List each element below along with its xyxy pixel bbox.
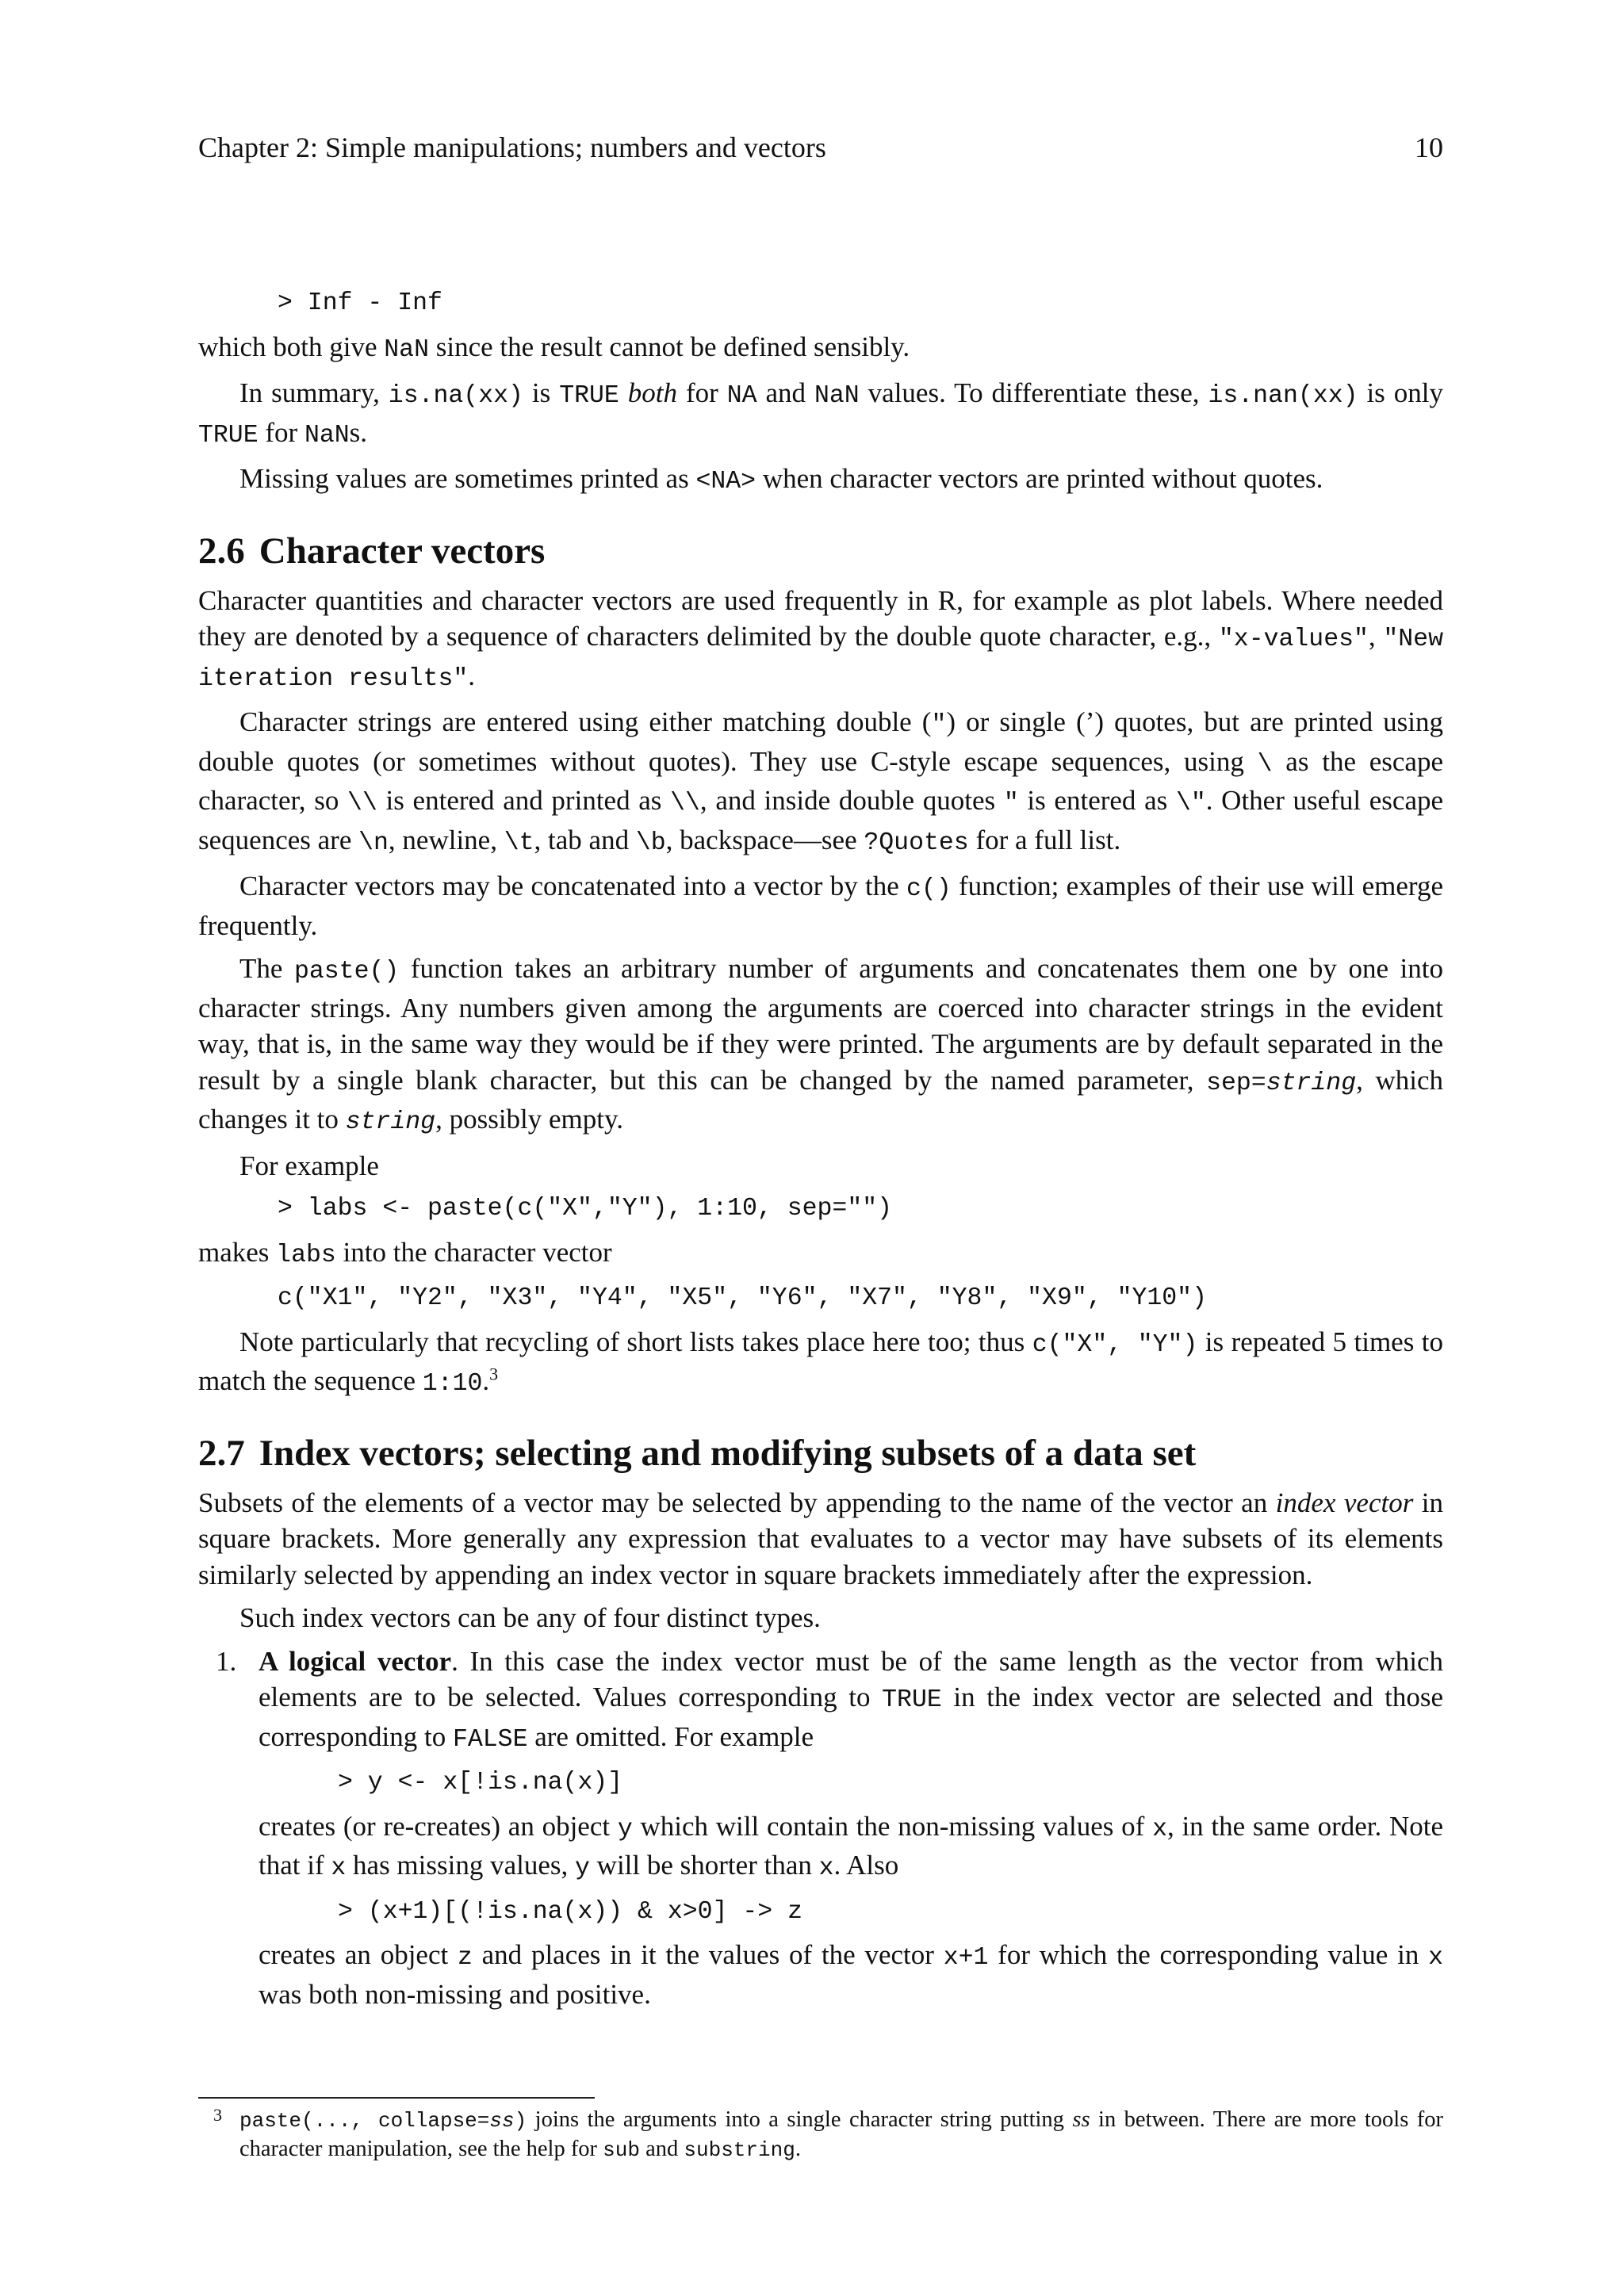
text: , tab and <box>534 824 636 855</box>
inline-code: "New iteration results" <box>198 626 1443 693</box>
text: , backspace—see <box>665 824 864 855</box>
inline-code: c() <box>906 875 952 903</box>
paragraph <box>198 1485 1443 1594</box>
footnote-reference[interactable]: 3 <box>489 1364 499 1384</box>
inline-code: ?Quotes <box>864 828 969 857</box>
inline-code: \t <box>504 828 534 857</box>
inline-code: paste(..., collapse= <box>239 2109 490 2133</box>
paragraph <box>259 1808 1443 1887</box>
text: and places in it the values of the vector <box>472 1939 944 1970</box>
inline-code: NA <box>726 382 757 410</box>
text: is <box>523 377 560 408</box>
list-marker: 1. <box>216 1645 237 1677</box>
text: . Also <box>833 1850 899 1881</box>
text: , possibly empty. <box>435 1104 623 1135</box>
inline-code: z <box>457 1944 473 1972</box>
text: and <box>639 2137 684 2161</box>
text: The <box>239 953 294 984</box>
inline-code: sep= <box>1206 1069 1266 1097</box>
inline-code: \\ <box>670 790 700 817</box>
code-example: > y <- x[!is.na(x)] <box>338 1769 623 1797</box>
inline-code: is.na(xx) <box>388 382 523 410</box>
inline-code: is.nan(xx) <box>1208 382 1358 410</box>
text: , which changes it to <box>198 1064 1443 1135</box>
text: makes <box>198 1236 277 1268</box>
inline-code: " <box>931 711 947 739</box>
footnote-marker: 3 <box>213 2105 222 2125</box>
inline-code: ) <box>514 2109 527 2133</box>
inline-code: TRUE <box>882 1686 942 1714</box>
text: Character strings are entered using either matching double ( <box>239 706 932 737</box>
text: as the escape character, so <box>198 745 1443 816</box>
inline-code: \ <box>1257 750 1273 779</box>
section-heading <box>198 1429 1443 1477</box>
text: in square brackets. More generally any expression that evaluates to a vector may have subsets of its elements similarly selected by appending an index vector in square brackets immediately after the expression. <box>198 1487 1443 1590</box>
emphasis: both <box>627 377 677 408</box>
inline-code: \\ <box>347 790 377 817</box>
inline-code: labs <box>276 1241 336 1269</box>
text: for which the corresponding value in <box>988 1939 1429 1970</box>
inline-code-italic: string <box>345 1108 436 1136</box>
text: , in the same order. Note that if <box>259 1810 1444 1881</box>
text: . In this case the index vector must be of the same length as the vector from which elements are to be selected. Values corresponding to <box>259 1645 1443 1712</box>
document-page <box>198 0 1443 2296</box>
text: function; examples of their use will emerge frequently. <box>198 871 1443 941</box>
text: , newline, <box>388 824 504 855</box>
inline-code: FALSE <box>452 1725 528 1754</box>
emphasis: ss <box>1072 2107 1090 2132</box>
text: is repeated 5 times to match the sequence <box>198 1326 1444 1396</box>
section-title: Index vectors; selecting and modifying subsets of a data set <box>259 1432 1197 1474</box>
inline-code-italic: string <box>1266 1069 1357 1097</box>
inline-code: y <box>617 1815 633 1843</box>
text: Missing values are sometimes printed as <box>239 463 696 494</box>
text: is entered and printed as <box>377 785 671 816</box>
paragraph <box>198 951 1443 1141</box>
text: joins the arguments into a single character string putting <box>527 2107 1073 2132</box>
inline-code: \n <box>358 828 389 857</box>
text: values. To differentiate these, <box>859 377 1208 408</box>
paragraph <box>259 1644 1443 1758</box>
footnote <box>198 2106 1443 2164</box>
inline-code: x <box>1428 1944 1443 1972</box>
inline-code: NaN <box>304 421 350 450</box>
inline-code: \" <box>1175 790 1206 817</box>
code-example: > labs <- paste(c("X","Y"), 1:10, sep="") <box>278 1195 893 1223</box>
section-number: 2.7 <box>198 1432 245 1474</box>
inline-code: x <box>1152 1815 1167 1843</box>
text: . Other useful escape sequences are <box>198 785 1444 855</box>
text: Subsets of the elements of a vector may be selected by appending to the name of the vector an <box>198 1487 1276 1518</box>
paragraph <box>198 704 1443 861</box>
inline-code: y <box>575 1854 590 1882</box>
paragraph <box>198 868 1443 943</box>
inline-code: x <box>331 1854 347 1882</box>
inline-code: paste() <box>293 958 400 985</box>
text: Character vectors may be concatenated into a vector by the <box>239 871 907 901</box>
text: will be shorter than <box>589 1850 819 1881</box>
text: In summary, <box>239 377 389 408</box>
text: are omitted. For example <box>527 1720 814 1752</box>
text: in between. There are more tools for character manipulation, see the help for <box>239 2107 1443 2161</box>
code-example: > Inf - Inf <box>278 289 442 317</box>
paragraph <box>198 583 1443 698</box>
text: for a full list. <box>968 824 1121 855</box>
text: ) or single (’) quotes, but are printed using double quotes (or sometimes without quotes). They use C-style escape sequences, using <box>198 706 1443 777</box>
section-title: Character vectors <box>259 530 546 572</box>
inline-code: x+1 <box>943 1944 989 1972</box>
text: , <box>1368 621 1384 652</box>
text: was both non-missing and positive. <box>259 1978 651 2010</box>
paragraph <box>198 461 1443 500</box>
text: is only <box>1358 377 1443 408</box>
paragraph: Such index vectors can be any of four distinct types. <box>239 1602 821 1633</box>
bold-term: A logical vector <box>259 1645 452 1677</box>
code-example: > (x+1)[(!is.na(x)) & x>0] -> z <box>338 1897 802 1926</box>
page-body <box>198 285 1443 2019</box>
text: creates an object <box>259 1939 458 1970</box>
footnote-text <box>198 2106 1443 2164</box>
text: has missing values, <box>346 1850 576 1881</box>
page-number: 10 <box>1415 132 1443 163</box>
paragraph <box>198 1234 1443 1274</box>
paragraph <box>198 329 1443 369</box>
inline-code: \b <box>635 828 666 857</box>
text: which will contain the non-missing values of <box>632 1810 1153 1842</box>
text: for <box>258 416 304 448</box>
text: since the result cannot be defined sensibly. <box>429 331 910 362</box>
text: into the character vector <box>335 1236 612 1268</box>
code-example: c("X1", "Y2", "X3", "Y4", "X5", "Y6", "X7", "Y8", "X9", "Y10") <box>278 1284 1207 1312</box>
text: . <box>468 660 476 691</box>
paragraph <box>259 1937 1443 2012</box>
paragraph: For example <box>239 1150 379 1181</box>
text: which both give <box>198 331 385 362</box>
inline-code: <NA> <box>695 468 756 496</box>
text: . <box>482 1365 490 1396</box>
emphasis: index vector <box>1275 1487 1414 1518</box>
text: in the index vector are selected and those corresponding to <box>259 1682 1443 1752</box>
paragraph <box>198 1324 1443 1402</box>
text: Character quantities and character vectors are used frequently in R, for example as plot labels. Where needed they are denoted by a sequence of characters delimited by the double quote character, e.g., <box>198 584 1443 652</box>
inline-code: 1:10 <box>422 1370 483 1398</box>
text: . <box>795 2137 801 2161</box>
text: creates (or re-creates) an object <box>259 1810 618 1842</box>
list-item <box>198 1644 1443 2013</box>
text: , and inside double quotes <box>699 785 1004 816</box>
inline-code: TRUE <box>559 382 619 410</box>
numbered-list <box>198 1644 1443 2013</box>
chapter-title: Chapter 2: Simple manipulations; numbers and vectors <box>198 132 826 163</box>
inline-code: substring <box>684 2138 795 2162</box>
inline-code: "x-values" <box>1218 626 1369 653</box>
text: is entered as <box>1018 785 1176 816</box>
text: s. <box>349 416 368 448</box>
running-header <box>198 128 1443 166</box>
text: and <box>756 377 814 408</box>
text: when character vectors are printed without quotes. <box>756 463 1323 494</box>
section-number: 2.6 <box>198 530 245 572</box>
inline-code: NaN <box>384 335 429 364</box>
text <box>619 377 628 408</box>
footnote-divider <box>198 2097 595 2099</box>
section-heading <box>198 527 1443 575</box>
text: for <box>677 377 727 408</box>
text: Note particularly that recycling of short lists takes place here too; thus <box>239 1326 1032 1357</box>
inline-code: NaN <box>814 382 860 410</box>
paragraph <box>198 375 1443 453</box>
inline-code: x <box>818 1854 834 1882</box>
inline-code-italic: ss <box>489 2109 515 2133</box>
inline-code: TRUE <box>198 421 259 450</box>
inline-code: sub <box>603 2138 640 2162</box>
inline-code: c("X", "Y") <box>1032 1330 1198 1359</box>
inline-code: " <box>1003 790 1019 817</box>
text: function takes an arbitrary number of arguments and concatenates them one by one into character strings. Any numbers given among the arguments are coerced into character strings in the evident way, that is, in the same way they would be if they were printed. The arguments are by default separated in the result by a single blank character, but this can be changed by the named parameter, <box>198 953 1443 1096</box>
